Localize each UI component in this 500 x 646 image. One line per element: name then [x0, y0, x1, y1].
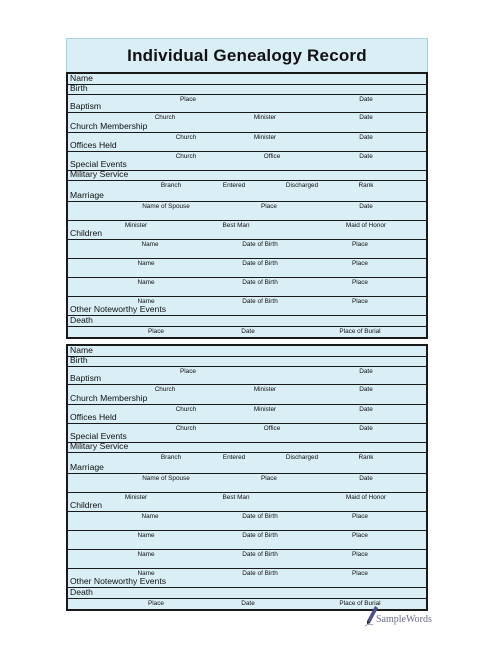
- field-caption: Date: [241, 600, 255, 607]
- field-caption: Minister: [253, 114, 277, 121]
- field-caption: Place of Burial: [339, 600, 381, 607]
- field-label-other-events: Other Noteworthy Events: [70, 304, 167, 314]
- field-label-children: Children: [70, 500, 103, 510]
- field-caption: Entered: [222, 454, 246, 461]
- field-caption: Maid of Honor: [345, 222, 387, 229]
- field-label-baptism: Baptism: [70, 373, 102, 383]
- form-row[interactable]: [68, 202, 426, 221]
- field-caption: Date of Birth: [242, 298, 278, 305]
- field-caption: Name: [137, 260, 155, 267]
- field-label-death: Death: [70, 315, 93, 325]
- field-caption: Minister: [124, 222, 148, 229]
- form-row-church-membership[interactable]: [68, 385, 426, 405]
- field-caption: Date: [359, 475, 373, 482]
- field-caption: Date: [241, 328, 255, 335]
- form-row-church-membership[interactable]: [68, 113, 426, 133]
- field-caption: Date: [359, 368, 373, 375]
- form-row-baptism[interactable]: [68, 95, 426, 113]
- field-caption: Place: [352, 513, 368, 520]
- field-label-marriage: Marriage: [70, 190, 104, 200]
- form-row-offices-held[interactable]: [68, 133, 426, 152]
- field-caption: Entered: [222, 182, 246, 189]
- field-caption: Church: [175, 406, 197, 413]
- field-label-children: Children: [70, 228, 103, 238]
- form-row-death[interactable]: [68, 316, 426, 327]
- field-label-name: Name: [70, 345, 93, 355]
- field-caption: Date of Birth: [242, 260, 278, 267]
- logo-text: SampleWords: [376, 614, 432, 625]
- field-caption: Church: [154, 386, 176, 393]
- field-caption: Minister: [124, 494, 148, 501]
- field-caption: Place: [180, 96, 196, 103]
- record-block: [66, 72, 428, 339]
- genealogy-form: [66, 38, 428, 611]
- field-label-church-membership: Church Membership: [70, 121, 148, 131]
- field-caption: Date of Birth: [242, 570, 278, 577]
- field-label-church-membership: Church Membership: [70, 393, 148, 403]
- field-label-military-service: Military Service: [70, 441, 129, 451]
- field-caption: Place: [352, 298, 368, 305]
- field-label-death: Death: [70, 587, 93, 597]
- form-row-children[interactable]: [68, 493, 426, 512]
- form-row-name[interactable]: [68, 346, 426, 357]
- field-caption: Date: [359, 134, 373, 141]
- form-row[interactable]: [68, 327, 426, 337]
- form-row[interactable]: [68, 259, 426, 278]
- form-row-baptism[interactable]: [68, 367, 426, 385]
- field-caption: Date: [359, 153, 373, 160]
- field-caption: Discharged: [285, 454, 319, 461]
- field-caption: Date: [359, 386, 373, 393]
- field-label-other-events: Other Noteworthy Events: [70, 576, 167, 586]
- field-label-name: Name: [70, 73, 93, 83]
- field-label-birth: Birth: [70, 83, 88, 93]
- field-caption: Date of Birth: [242, 279, 278, 286]
- field-caption: Church: [154, 114, 176, 121]
- form-row-marriage[interactable]: [68, 453, 426, 474]
- field-caption: Church: [175, 153, 197, 160]
- form-row[interactable]: [68, 474, 426, 493]
- field-label-baptism: Baptism: [70, 101, 102, 111]
- field-caption: Place: [352, 241, 368, 248]
- field-caption: Minister: [253, 386, 277, 393]
- form-row-birth[interactable]: [68, 85, 426, 95]
- field-caption: Name: [137, 279, 155, 286]
- field-caption: Branch: [160, 182, 182, 189]
- form-row-death[interactable]: [68, 588, 426, 599]
- form-row-marriage[interactable]: [68, 181, 426, 202]
- field-caption: Place: [352, 551, 368, 558]
- field-caption: Name: [137, 551, 155, 558]
- field-label-birth: Birth: [70, 355, 88, 365]
- field-caption: Maid of Honor: [345, 494, 387, 501]
- field-caption: Place: [352, 260, 368, 267]
- form-title: Individual Genealogy Record: [66, 38, 428, 72]
- field-caption: Date: [359, 406, 373, 413]
- form-row-military-service[interactable]: [68, 171, 426, 181]
- field-label-special-events: Special Events: [70, 159, 127, 169]
- field-caption: Place: [352, 532, 368, 539]
- field-caption: Date: [359, 96, 373, 103]
- samplewords-logo: [362, 605, 434, 627]
- field-label-military-service: Military Service: [70, 169, 129, 179]
- field-caption: Church: [175, 134, 197, 141]
- form-row[interactable]: [68, 550, 426, 569]
- field-caption: Place: [148, 328, 164, 335]
- field-caption: Name: [141, 241, 159, 248]
- field-caption: Date: [359, 425, 373, 432]
- field-caption: Place: [148, 600, 164, 607]
- field-caption: Date of Birth: [242, 513, 278, 520]
- field-caption: Name of Spouse: [142, 203, 190, 210]
- field-label-special-events: Special Events: [70, 431, 127, 441]
- field-caption: Best Man: [222, 494, 250, 501]
- field-label-offices-held: Offices Held: [70, 412, 117, 422]
- field-caption: Name: [137, 570, 155, 577]
- field-caption: Date of Birth: [242, 551, 278, 558]
- field-caption: Discharged: [285, 182, 319, 189]
- field-caption: Date of Birth: [242, 241, 278, 248]
- field-caption: Name: [137, 298, 155, 305]
- form-row-birth[interactable]: [68, 357, 426, 367]
- form-row-military-service[interactable]: [68, 443, 426, 453]
- field-label-marriage: Marriage: [70, 462, 104, 472]
- field-caption: Place of Burial: [339, 328, 381, 335]
- form-row[interactable]: [68, 278, 426, 297]
- form-row[interactable]: [68, 512, 426, 531]
- field-caption: Name: [141, 513, 159, 520]
- form-row-name[interactable]: [68, 74, 426, 85]
- form-row[interactable]: [68, 531, 426, 550]
- field-caption: Name: [137, 532, 155, 539]
- field-caption: Place: [261, 203, 277, 210]
- field-caption: Date of Birth: [242, 532, 278, 539]
- record-block: [66, 344, 428, 611]
- field-caption: Branch: [160, 454, 182, 461]
- form-row-offices-held[interactable]: [68, 405, 426, 424]
- field-caption: Rank: [358, 182, 374, 189]
- field-caption: Church: [175, 425, 197, 432]
- field-caption: Place: [352, 279, 368, 286]
- field-label-offices-held: Offices Held: [70, 140, 117, 150]
- field-caption: Place: [261, 475, 277, 482]
- field-caption: Office: [263, 153, 281, 160]
- field-caption: Minister: [253, 134, 277, 141]
- field-caption: Rank: [358, 454, 374, 461]
- form-row-other-events[interactable]: [68, 297, 426, 316]
- form-row[interactable]: [68, 240, 426, 259]
- field-caption: Office: [263, 425, 281, 432]
- field-caption: Place: [180, 368, 196, 375]
- field-caption: Name of Spouse: [142, 475, 190, 482]
- field-caption: Place: [352, 570, 368, 577]
- field-caption: Minister: [253, 406, 277, 413]
- field-caption: Date: [359, 203, 373, 210]
- form-row-other-events[interactable]: [68, 569, 426, 588]
- field-caption: Best Man: [222, 222, 250, 229]
- form-row-children[interactable]: [68, 221, 426, 240]
- field-caption: Date: [359, 114, 373, 121]
